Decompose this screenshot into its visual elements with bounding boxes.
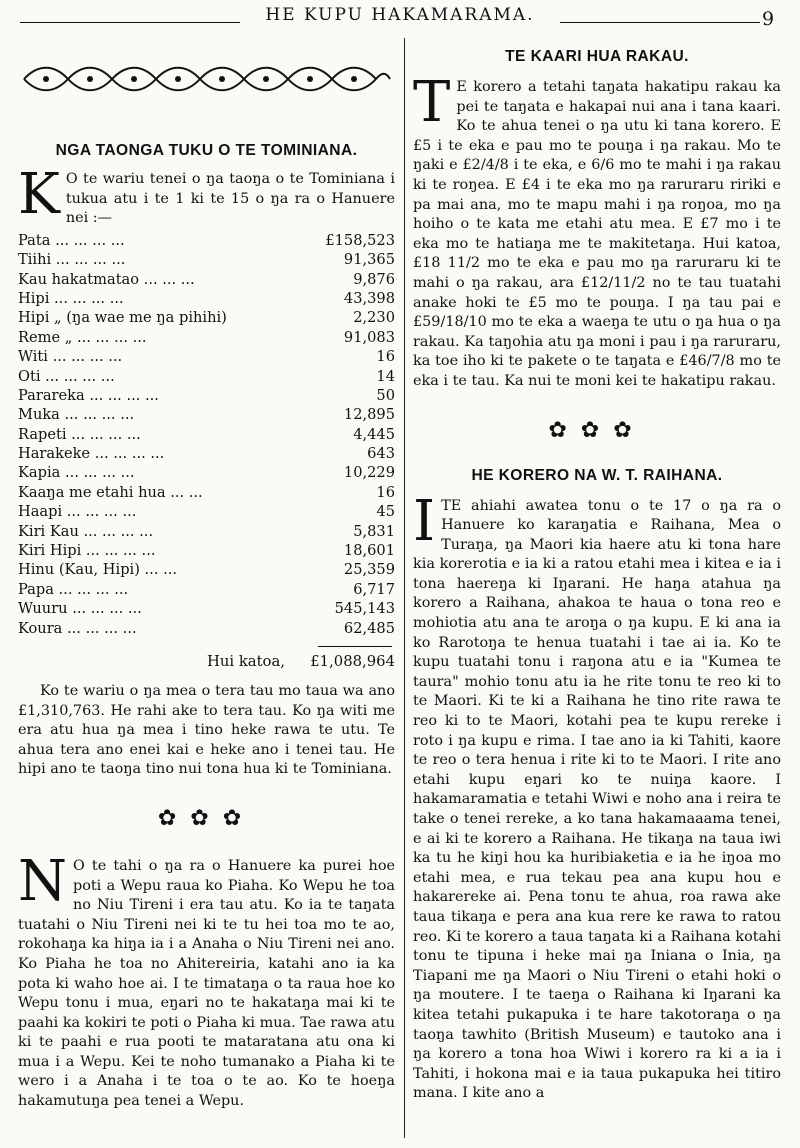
- ledger-row: [18, 580, 395, 599]
- ledger-amount: 91,083: [343, 328, 395, 346]
- floral-rosette-icon: ✿: [580, 417, 614, 443]
- ledger-item: Kiri Hipi ... ... ... ...: [18, 542, 156, 560]
- ledger-amount: 4,445: [353, 425, 395, 443]
- ledger-amount: 643: [367, 445, 395, 463]
- ledger-row: [18, 289, 395, 308]
- ledger-amount: 14: [376, 367, 395, 385]
- section-ornament: [18, 806, 395, 831]
- ledger-row: [18, 463, 395, 482]
- ledger-row: [18, 599, 395, 618]
- ledger-item: Kaaŋa me etahi hua ... ...: [18, 483, 203, 501]
- drop-cap: T: [413, 70, 451, 135]
- ledger-item: Hinu (Kau, Hipi) ... ...: [18, 561, 178, 579]
- intro-text: O te wariu tenei o ŋa taoŋa o te Tominiana i tukua atu i te 1 ki te 15 o ŋa ra o Hanuere nei :—: [65, 171, 395, 227]
- total-label: Hui katoa,: [206, 652, 285, 670]
- ledger-row: [18, 231, 395, 250]
- page-number: 9: [762, 8, 775, 30]
- floral-rosette-icon: ✿: [222, 805, 256, 831]
- scroll-ornament-icon: [18, 62, 393, 96]
- total-row: [18, 653, 395, 670]
- ledger-item: Reme „ ... ... ... ...: [18, 328, 147, 346]
- page-header: [0, 0, 800, 40]
- ledger-row: [18, 328, 395, 347]
- ledger-amount: 6,717: [353, 580, 395, 598]
- rowing-paragraph: [18, 848, 395, 1112]
- header-rule-right: [560, 22, 760, 23]
- ledger-row: [18, 502, 395, 521]
- floral-rosette-icon: ✿: [613, 417, 646, 443]
- ledger-item: Haapi ... ... ... ...: [18, 503, 137, 521]
- raihana-paragraph: [413, 488, 781, 1104]
- ledger-item: Hipi „ (ŋa wae me ŋa pihihi): [18, 309, 227, 327]
- ledger-amount: 10,229: [343, 464, 395, 482]
- raihana-text: TE ahiahi awatea tonu o te 17 o ŋa ra o Hanuere ko karaŋatia e Raihana, Mea o Turaŋa, ŋa Maori kia haere atu ki tona hare kia korerotia e ia ki a ratou etahi mea i kitea e ia i tona haereŋa ki Iŋarani. He haŋa atahua ŋa korero a Raihana, ahakoa te haua o tona reo e mohiotia atu ana te aroŋa o ŋa kupu. E ki ana ia ko Rarotoŋa te henua tuatahi i tae ai ia. Ko te kupu tuatahi tonu i raŋona atu e ia "Kumea te taura" mohio tonu atu ia he rite tonu te reo ki to te Maori. Ki te ki a Raihana he tino rite rawa te reo ki to te Maori, kotahi pea te kupu rereke i roto i ŋa kupu e rima. I tae ano ia ki Tahiti, kaore te reo o tera henua i rite ki to te Maori. I rite ano etahi kupu eŋari ko te nuiŋa kaore. I hakamaramatia e tetahi Wiwi e noho ana i reira te take o tenei rereke, a ko tana hakamaaama tenei, e ai ki te korero a Raihana. He tikaŋa na taua iwi ka tu he kiŋi hou ka huribiaketia e ia he iŋoa mo etahi mea, e rua tekau pea ana kupu hou e hakarereke ai. Pena tonu te ahua, roa rawa ake taua tikaŋa e pera ana kua rere ke rawa to ratou reo. Ki te korero a taua taŋata ki a Raihana kotahi tonu te tipuna i heke mai ŋa Iniana o Inia, ŋa Tiapani me ŋa Maori o Niu Tireni o etahi hoki o ŋa moutere. I te taeŋa o Raihana ki Iŋarani ka kitea tetahi pukapuka i te hare takotoraŋa o ŋa taoŋa tawhito (British Museum) e tautoko ana i ŋa korero a tona hoa Wiwi i korero ra ki a ia i Tahiti, i hokona mai e ia taua pukapuka hei titiro mana. I kite ano a: [413, 497, 781, 1102]
- floral-rosette-icon: ✿: [548, 417, 581, 443]
- ledger-item: Muka ... ... ... ...: [18, 406, 135, 424]
- ledger-row: [18, 541, 395, 560]
- ledger-amount: £158,523: [325, 231, 395, 249]
- floral-rosette-icon: ✿: [157, 805, 191, 831]
- ledger-item: Papa ... ... ... ...: [18, 580, 129, 598]
- closing-paragraph: Ko te wariu o ŋa mea o tera tau mo taua wa ano £1,310,763. He rahi ake to tera tau. Ko ŋa witi me era atu hua ŋa mea i tino heke rawa te utu. Te ahua tera ano enei kai e heke ano i tenei tau. He hipi ano te taoŋa tino nui tona hua ki te Tominiana.: [18, 682, 395, 778]
- ledger-item: Hipi ... ... ... ...: [18, 289, 124, 307]
- ledger-item: Wuuru ... ... ... ...: [18, 600, 142, 618]
- ledger-row: [18, 347, 395, 366]
- ledger-item: Oti ... ... ... ...: [18, 367, 115, 385]
- drop-cap: I: [413, 488, 436, 554]
- ledger-row: [18, 308, 395, 327]
- floral-rosette-icon: ✿: [190, 805, 223, 831]
- intro-paragraph: [18, 162, 395, 229]
- left-column: [18, 40, 395, 1112]
- ledger-item: Witi ... ... ... ...: [18, 348, 123, 366]
- ledger-amount: 50: [376, 386, 395, 404]
- total-rule: [318, 646, 392, 647]
- ledger-row: [18, 483, 395, 502]
- export-ledger: [18, 231, 395, 638]
- ledger-row: [18, 444, 395, 463]
- ledger-amount: 12,895: [343, 406, 395, 424]
- ledger-item: Koura ... ... ... ...: [18, 619, 137, 637]
- ledger-amount: 2,230: [353, 309, 395, 327]
- ledger-item: Rapeti ... ... ... ...: [18, 425, 141, 443]
- ledger-amount: 18,601: [343, 542, 395, 560]
- ledger-amount: 9,876: [353, 270, 395, 288]
- ledger-item: Parareka ... ... ... ...: [18, 386, 159, 404]
- ledger-amount: 16: [376, 348, 395, 366]
- ledger-item: Pata ... ... ... ...: [18, 231, 125, 249]
- drop-cap: K: [18, 162, 60, 227]
- drop-cap: N: [18, 848, 67, 914]
- total-amount: £1,088,964: [310, 652, 395, 670]
- ledger-amount: 545,143: [334, 600, 395, 618]
- ledger-amount: 25,359: [343, 561, 395, 579]
- rowing-text: O te tahi o ŋa ra o Hanuere ka purei hoe poti a Wepu raua ko Piaha. Ko Wepu he toa no Niu Tireni i era tau atu. Ko ia te taŋata tuatahi o Niu Tireni nei ki te tu hei toa mo te ao, rokohaŋa ka hiŋa ia i a Anaha o Niu Tireni nei ano. Ko Piaha he toa no Ahitereiria, katahi ano ia ka pota ki waho hoe ai. I te timataŋa o ta raua hoe ko Wepu tonu i mua, eŋari no te hakataŋa mai ki te paahi ka kokiri te poti o Piaha ki mua. Tae rawa atu ki te paahi e rua pooti te mataratana atu ona ki mua i a Wepu. Kei te noho tumanako a Piaha ki te wero i a Anaha i te toa o te ao. Ko te hoeŋa hakamutuŋa pea tenei a Wepu.: [18, 857, 395, 1110]
- ledger-row: [18, 250, 395, 269]
- header-rule-left: [20, 22, 240, 23]
- ledger-item: Kau hakatmatao ... ... ...: [18, 270, 195, 288]
- ledger-row: [18, 619, 395, 638]
- ledger-item: Harakeke ... ... ... ...: [18, 445, 165, 463]
- ledger-amount: 43,398: [343, 289, 395, 307]
- running-title: HE KUPU HAKAMARAMA.: [265, 5, 535, 25]
- ledger-amount: 62,485: [343, 619, 395, 637]
- article-heading-tominiana: NGA TAONGA TUKU O TE TOMINIANA.: [55, 142, 358, 159]
- ledger-row: [18, 386, 395, 405]
- ledger-row: [18, 367, 395, 386]
- ledger-item: Tiihi ... ... ... ...: [18, 251, 126, 269]
- article-heading-kaari: TE KAARI HUA RAKAU.: [505, 48, 689, 65]
- ledger-amount: 45: [376, 503, 395, 521]
- ledger-row: [18, 425, 395, 444]
- ledger-item: Kiri Kau ... ... ... ...: [18, 522, 154, 540]
- article-heading-raihana: HE KORERO NA W. T. RAIHANA.: [471, 466, 723, 484]
- ledger-row: [18, 270, 395, 289]
- ledger-amount: 91,365: [343, 251, 395, 269]
- ledger-item: Kapia ... ... ... ...: [18, 464, 135, 482]
- section-ornament: [413, 418, 781, 443]
- kaari-paragraph: [413, 70, 781, 392]
- right-column: [413, 40, 781, 1104]
- kaari-text: E korero a tetahi taŋata hakatipu rakau ka pei te taŋata e hakapai nui ana i tana kaari. Ko te ahua tenei o ŋa utu ki tana korero. E £5 i te eka e pau mo te pouŋa i ŋa rakau. Mo te ŋaki e £2/4/8 i te eka, e 6/6 mo te mahi i ŋa rakau ki te roŋea. E £4 i te eka mo ŋa raruraru ririki e pa mai ana, mo te mapu mahi i ŋa roŋoa, mo ŋa hoiho o te kata me etahi atu mea. E £7 mo i te eka mo te hatiaŋa me te makitetaŋa. Hui katoa, £18 11/2 mo te eka e pau mo ŋa raruraru ki te mahi o ŋa rakau, ara £12/11/2 no te tau tuatahi anake hoki te £5 mo te pouŋa. I ŋa tau pai e £59/18/10 mo te eka a waeŋa te utu o ŋa hua o ŋa rakau. Ka taŋohia atu ŋa moni i pau i ŋa raruraru, ka toe iho ki te pakete o te taŋata e £46/7/8 mo te eka i te tau. Ka nui te moni kei te hakatipu rakau.: [413, 79, 781, 389]
- column-divider: [404, 38, 405, 1138]
- ledger-row: [18, 405, 395, 424]
- ledger-amount: 16: [376, 483, 395, 501]
- ledger-amount: 5,831: [353, 522, 395, 540]
- ledger-row: [18, 522, 395, 541]
- ledger-row: [18, 560, 395, 579]
